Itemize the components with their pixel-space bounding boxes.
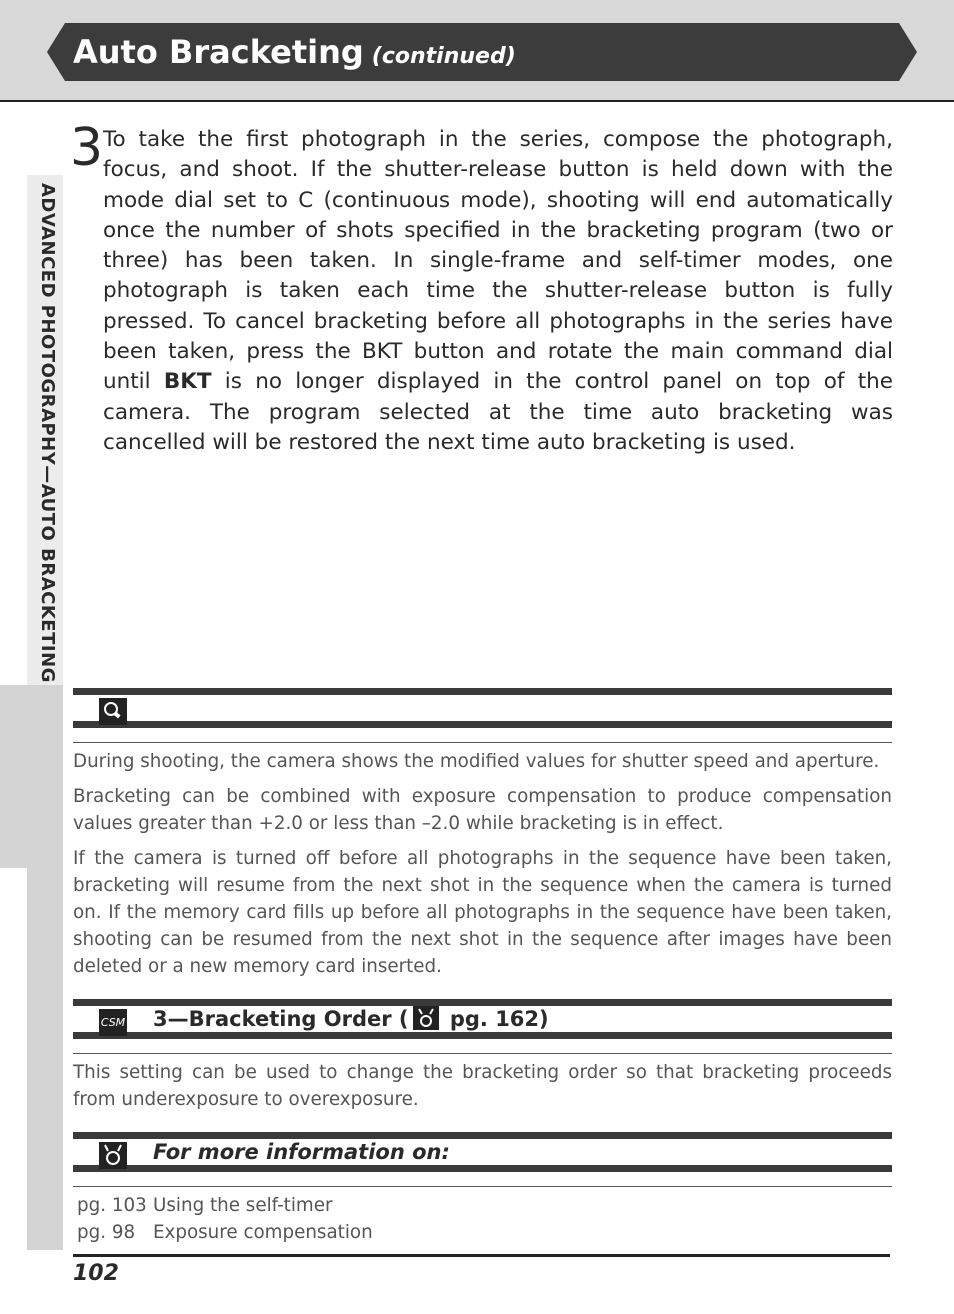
reference-topic: Exposure compensation xyxy=(153,1222,373,1243)
csm-title-after: pg. 162) xyxy=(442,1007,549,1031)
lightbulb-icon xyxy=(99,698,127,725)
csm-rule xyxy=(73,1053,892,1054)
step-text xyxy=(103,125,893,458)
csm-paragraph: This setting can be used to change the bracketing order so that bracketing proceeds from underexposure to overexposure. xyxy=(73,1062,892,1110)
title-main: Auto Bracketing xyxy=(73,33,364,71)
step-text-bold: BKT xyxy=(163,369,212,395)
csm-icon: CSM xyxy=(99,1009,127,1036)
step-text-after: is no longer displayed in the control panel on top of the camera. The program selected at the time auto bracketing was cancelled will be restored the next time auto bracketing is used. xyxy=(103,369,893,455)
note-paragraph-1: During shooting, the camera shows the modified values for shutter speed and aperture. xyxy=(73,751,880,772)
reference-row xyxy=(77,1192,333,1219)
csm-title xyxy=(153,1006,549,1032)
page-number: 102 xyxy=(73,1261,119,1286)
reference-page: pg. 103 xyxy=(77,1195,147,1216)
more-info-header-bar xyxy=(73,1132,892,1172)
note-header-bar xyxy=(73,688,892,728)
title-banner xyxy=(47,23,917,81)
side-tab-lower xyxy=(27,868,63,1250)
reference-icon xyxy=(99,1142,127,1169)
csm-header-bar xyxy=(73,999,892,1039)
footer-rule xyxy=(73,1254,890,1257)
reference-page: pg. 98 xyxy=(77,1222,136,1243)
reference-row xyxy=(77,1219,373,1246)
reference-topic: Using the self-timer xyxy=(153,1195,333,1216)
note-paragraph-2: Bracketing can be combined with exposure compensation to produce compensation values greater than +2.0 or less than –2.0 while bracketing is in effect. xyxy=(73,786,892,834)
more-info-rule xyxy=(73,1186,892,1187)
note-rule xyxy=(73,742,892,743)
page-title xyxy=(73,27,516,77)
step-number: 3 xyxy=(70,118,104,178)
section-side-label: ADVANCED PHOTOGRAPHY—AUTO BRACKETING xyxy=(37,183,58,683)
csm-title-before: 3—Bracketing Order ( xyxy=(153,1007,409,1031)
note-paragraph-3: If the camera is turned off before all photographs in the sequence have been taken, bracketing will resume from the next shot in the sequence when the camera is turned on. If the memory card fills up before all photographs in the sequence have been taken, shooting can be resumed from the next shot in the sequence after images have been deleted or a new memory card inserted. xyxy=(73,848,892,977)
reference-icon xyxy=(413,1006,439,1030)
step-text-before: To take the first photograph in the series, compose the photograph, focus, and shoot. If the shutter-release button is held down with the mode dial set to C (continuous mode), shooting will end automatically once the number of shots specified in the bracketing program (two or three) has been taken. In single-frame and self-timer modes, one photograph is taken each time the shutter-release button is fully pressed. To cancel bracketing before all photographs in the series have been taken, press the BKT button and rotate the main command dial until xyxy=(103,127,893,395)
more-info-title: For more information on: xyxy=(153,1140,450,1164)
title-continued: (continued) xyxy=(371,44,516,69)
